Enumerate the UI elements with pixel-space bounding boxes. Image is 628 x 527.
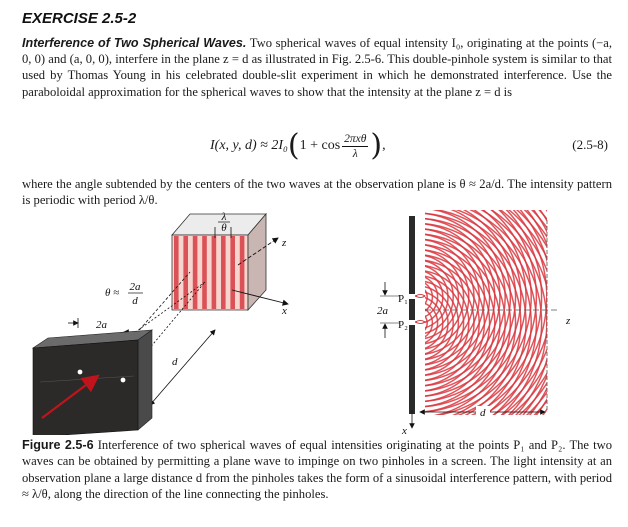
fringe-stripe — [183, 236, 188, 309]
equation-one-plus-cos: 1 + cos — [299, 138, 341, 153]
left-diagram — [33, 211, 288, 435]
equation-trailing: , — [382, 138, 386, 153]
period-label-num: λ — [221, 211, 227, 223]
fringe-stripe — [212, 236, 217, 309]
pinhole-p2 — [415, 321, 425, 324]
wave-arc — [337, 244, 495, 402]
x-label-left: x — [282, 305, 287, 317]
fringe-stripe — [221, 236, 226, 309]
2a-label-left: 2a — [96, 319, 107, 331]
right-paren: ) — [370, 128, 383, 163]
wave-arc — [337, 218, 495, 376]
equation-number: (2.5-8) — [572, 137, 608, 152]
pinhole-screen — [409, 216, 415, 414]
wave-arc — [327, 234, 505, 412]
wave-arc — [332, 213, 500, 381]
equation-2-5-8 — [22, 128, 612, 164]
exercise-label: EXERCISE 2.5-2 — [22, 10, 137, 27]
fringe-stripe — [230, 236, 235, 309]
left-paren: ( — [287, 128, 300, 163]
pinhole-2 — [121, 378, 126, 383]
slit-gap-1 — [409, 294, 415, 299]
fringe-screen — [172, 214, 266, 310]
wave-arc — [290, 210, 541, 423]
d-label-left: d — [172, 356, 178, 368]
right-diagram — [249, 210, 583, 435]
theta-approx-label: θ ≈ — [105, 287, 120, 299]
equation-frac-num: 2πxθ — [344, 132, 367, 145]
wave-arc — [332, 239, 500, 407]
2a-label-right: 2a — [377, 305, 388, 317]
wave-arc — [353, 260, 479, 386]
pinhole-1 — [78, 370, 83, 375]
fringe-stripe — [240, 236, 245, 309]
d-arrow-left — [150, 330, 215, 405]
exercise-intro — [22, 35, 612, 100]
period-label-den: θ — [221, 222, 227, 234]
wave-arc — [306, 213, 526, 433]
d-label-right: d — [480, 407, 486, 419]
after-equation-text: where the angle subtended by the centers of the two waves at the observation plane is θ ≈ 2a/d. The intensity pattern is periodic with period λ/θ. — [22, 177, 612, 208]
figure-2-5-6 — [0, 210, 628, 435]
wave-arc — [322, 229, 511, 418]
exercise-body: Two spherical waves of equal intensity I₀, originating at the points (−a, 0, 0) and (a, 0, 0), interfere in the plane z = d as illustrated in Fig. 2.5-6. This double-pinhole system is similar to that used by Thomas Young in his celebrated double-slit experiment in which he demonstrated interference. Use the paraboloidal approximation for the spherical waves to show that the intensity at the plane z = d is — [22, 36, 613, 99]
z-label-left: z — [282, 237, 287, 249]
equation-frac-den: λ — [352, 147, 358, 160]
slit-gap-2 — [409, 320, 415, 325]
fringe-stripe — [202, 236, 207, 309]
equation-lhs: I(x, y, d) ≈ 2I₀ — [210, 138, 288, 153]
wave-arc — [316, 223, 515, 422]
fringe-stripe — [193, 236, 198, 309]
theta-frac-num: 2a — [129, 281, 141, 293]
figure-caption — [22, 437, 612, 503]
caption-text: Interference of two spherical waves of equal intensities originating at the points P₁ and P₂. The two waves can be obtained by permitting a plane wave to impinge on two pinholes in a screen. The light intensity at an observation plane a large distance d from the pinholes takes the form of a sinusoidal interference pattern, with period ≈ λ/θ, along the direction of the line connecting the pinholes. — [22, 438, 613, 502]
x-label-right: x — [402, 425, 407, 435]
theta-frac-den: d — [132, 295, 138, 307]
equation-fraction — [342, 133, 368, 160]
exercise-title: Interference of Two Spherical Waves. — [22, 36, 247, 50]
wave-arc — [327, 210, 505, 386]
pinhole-plate — [33, 330, 152, 435]
caption-label: Figure 2.5-6 — [22, 438, 94, 452]
z-label-right: z — [566, 315, 571, 327]
pinhole-p1 — [415, 295, 425, 298]
label-p1: P₁ — [398, 293, 408, 305]
label-p2: P₂ — [398, 319, 408, 331]
fringe-stripe — [174, 236, 179, 309]
equation-expression — [210, 128, 386, 164]
